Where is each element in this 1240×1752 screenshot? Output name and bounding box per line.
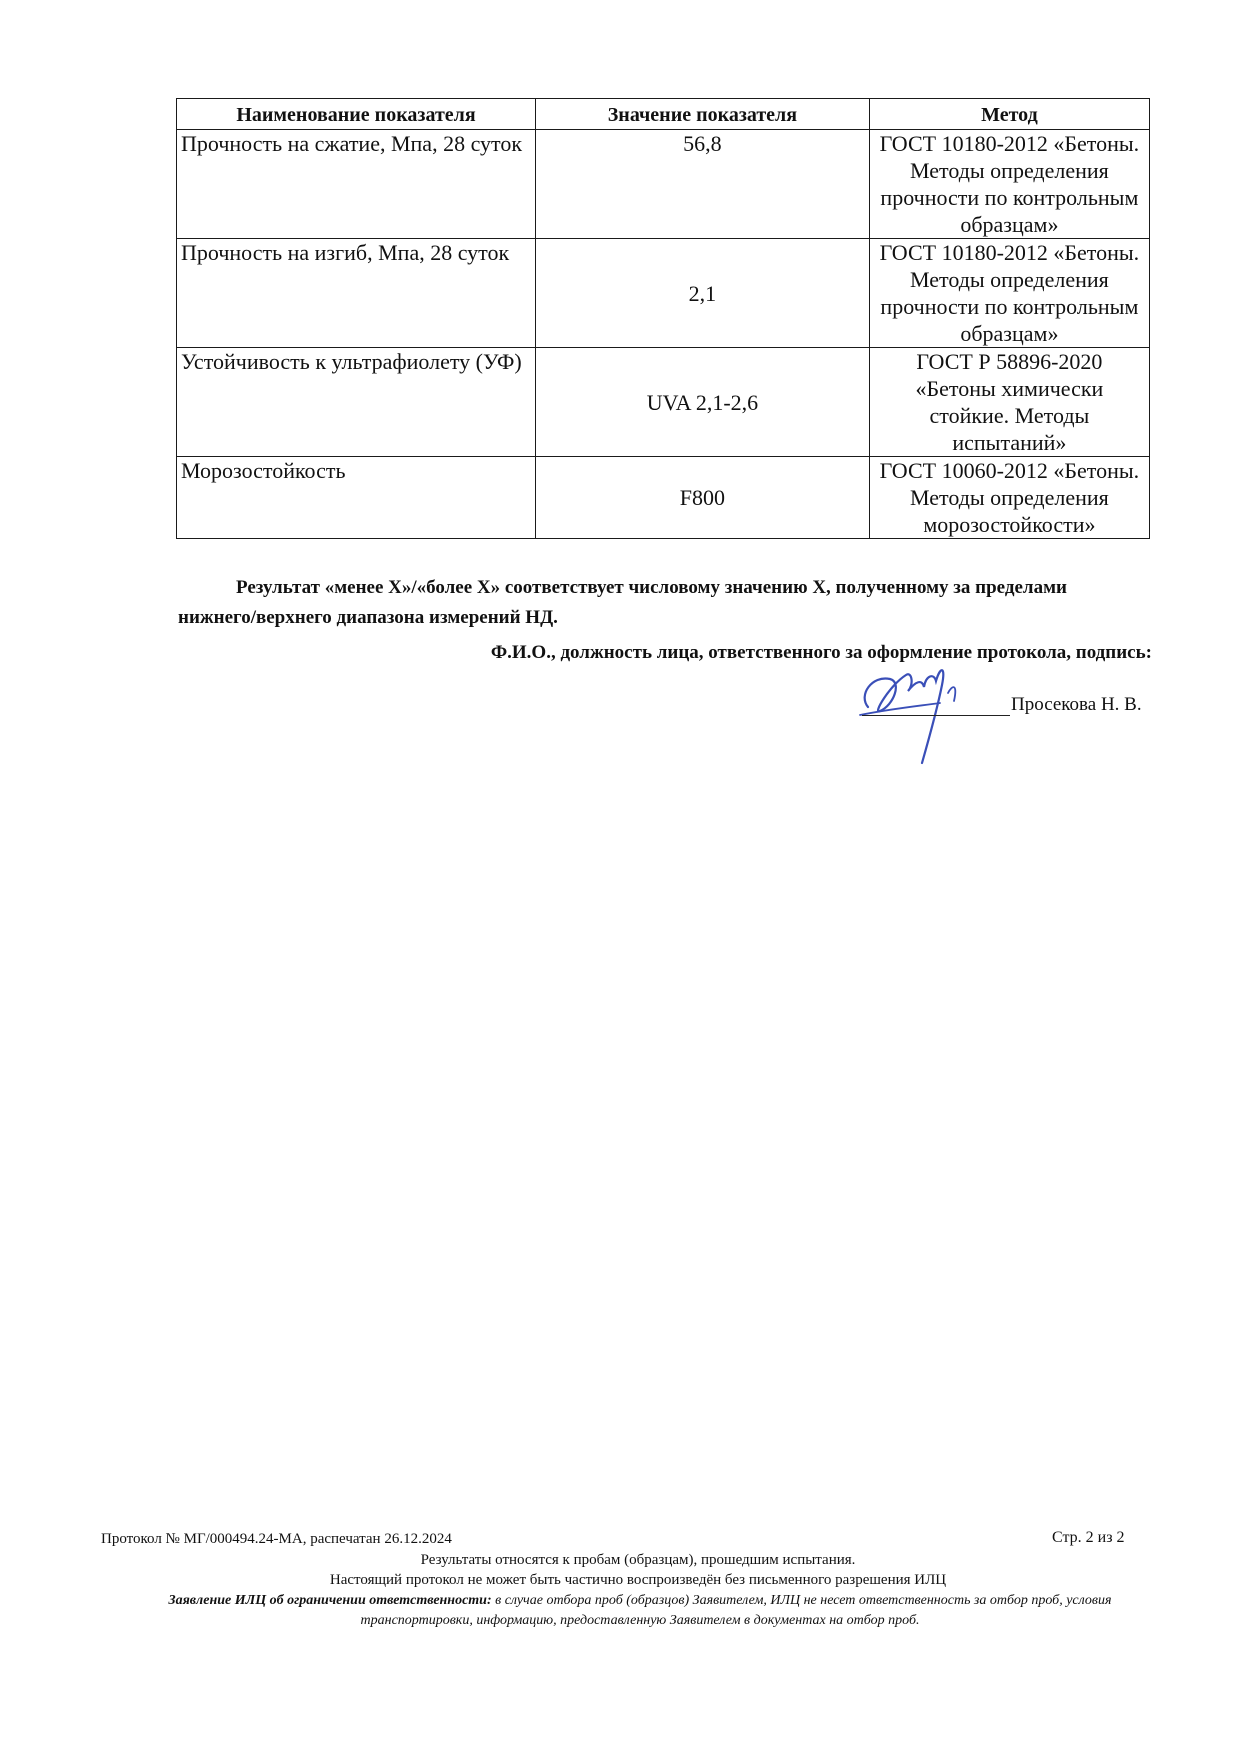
disclaimer-text: в случае отбора проб (образцов) Заявителем, ИЛЦ не несет ответственность за отбор проб, условия транспортировки, информацию, предоставленную Заявителем в документах на отбор проб. xyxy=(360,1593,1112,1628)
indicator-value: 2,1 xyxy=(536,239,870,348)
indicator-value: F800 xyxy=(536,457,870,539)
indicator-method: ГОСТ 10180-2012 «Бетоны. Методы определения прочности по контрольным образцам» xyxy=(869,130,1149,239)
indicator-value: 56,8 xyxy=(536,130,870,239)
result-note xyxy=(178,573,1078,633)
results-table xyxy=(176,98,1150,539)
protocol-number: Протокол № МГ/000494.24-МА, распечатан 26.12.2024 xyxy=(101,1531,452,1547)
indicator-name: Прочность на изгиб, Мпа, 28 суток xyxy=(177,239,536,348)
table-header-row xyxy=(177,99,1150,130)
indicator-method: ГОСТ Р 58896-2020 «Бетоны химически стойкие. Методы испытаний» xyxy=(869,348,1149,457)
footer-results-note: Результаты относятся к пробам (образцам), прошедшим испытания. xyxy=(420,1552,856,1568)
responsible-person-label: Ф.И.О., должность лица, ответственного за оформление протокола, подпись: xyxy=(490,642,1152,663)
indicator-method: ГОСТ 10180-2012 «Бетоны. Методы определения прочности по контрольным образцам» xyxy=(869,239,1149,348)
signer-name: Просекова Н. В. xyxy=(1011,694,1142,715)
table-row xyxy=(177,239,1150,348)
disclaimer-title: Заявление ИЛЦ об ограничении ответственности: xyxy=(168,1593,492,1608)
indicator-method: ГОСТ 10060-2012 «Бетоны. Методы определения морозостойкости» xyxy=(869,457,1149,539)
indicator-name: Прочность на сжатие, Мпа, 28 суток xyxy=(177,130,536,239)
header-indicator-value: Значение показателя xyxy=(536,99,870,130)
table-row xyxy=(177,130,1150,239)
table-row xyxy=(177,457,1150,539)
indicator-name: Морозостойкость xyxy=(177,457,536,539)
liability-disclaimer xyxy=(120,1591,1160,1631)
handwritten-signature xyxy=(850,645,980,765)
header-method: Метод xyxy=(869,99,1149,130)
indicator-value: UVA 2,1-2,6 xyxy=(536,348,870,457)
page-number: Стр. 2 из 2 xyxy=(1052,1529,1125,1546)
header-indicator-name: Наименование показателя xyxy=(177,99,536,130)
result-note-text: Результат «менее Х»/«более Х» соответствует числовому значению Х, полученному за пределами нижнего/верхнего диапазона измерений НД. xyxy=(178,577,1067,628)
indicator-name: Устойчивость к ультрафиолету (УФ) xyxy=(177,348,536,457)
signature-line xyxy=(862,715,1010,716)
table-row xyxy=(177,348,1150,457)
footer-reproduction-note: Настоящий протокол не может быть частично воспроизведён без письменного разрешения ИЛЦ xyxy=(329,1572,947,1588)
